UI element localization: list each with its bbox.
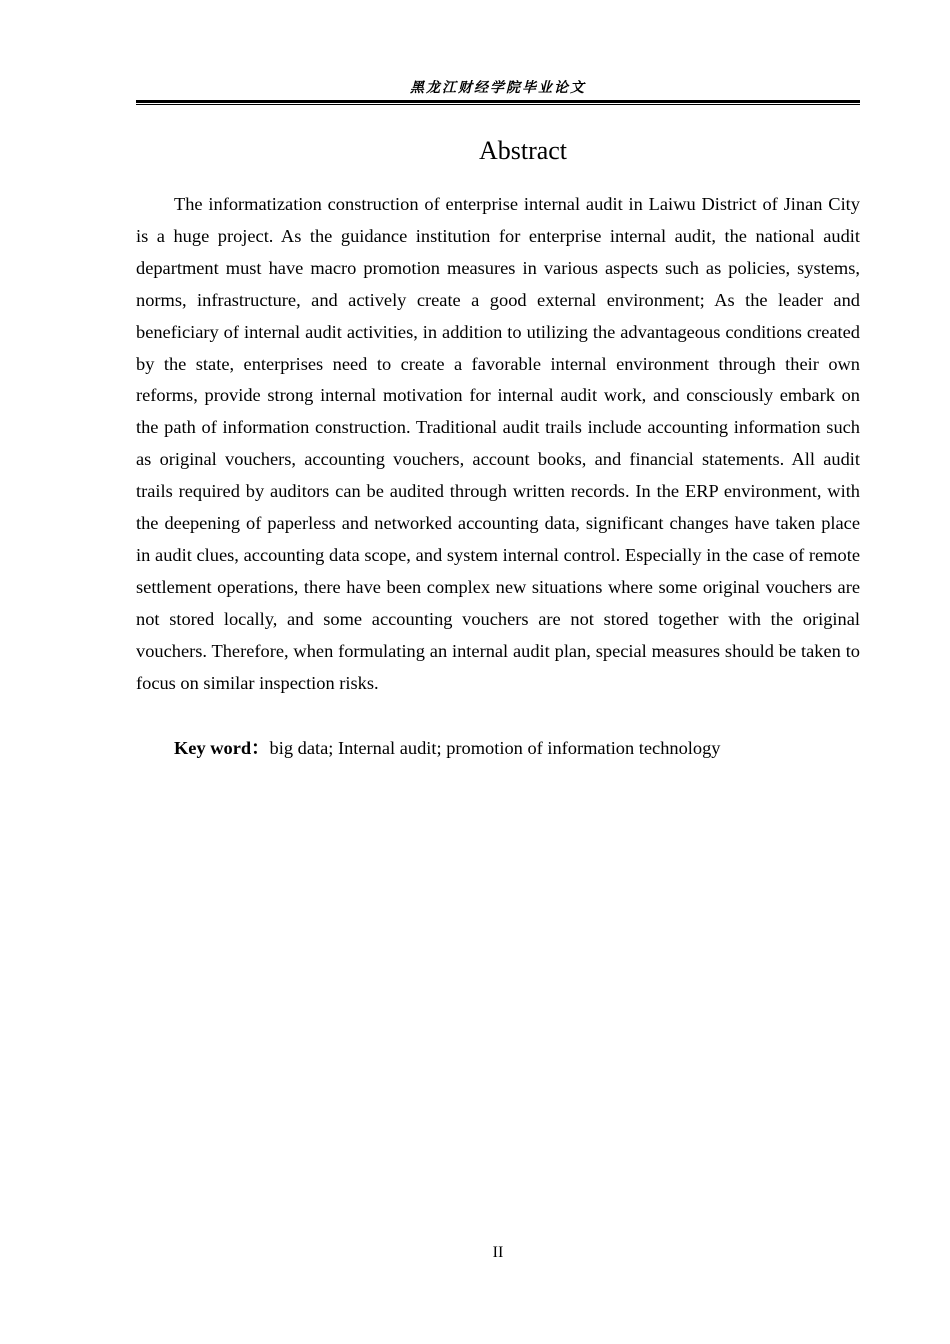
- header-double-rule: [136, 100, 860, 105]
- abstract-title: Abstract: [478, 136, 568, 165]
- abstract-paragraph: The informatization construction of enterprise internal audit in Laiwu District of Jinan City is a huge project. As the guidance institution for enterprise internal audit, the national audit department must have macro promotion measures in various aspects such as policies, systems, norms, infrastructure, and actively create a good external environment; As the leader and beneficiary of internal audit activities, in addition to utilizing the advantageous conditions created by the state, enterprises need to create a favorable internal environment through their own reforms, provide strong internal motivation for internal audit work, and consciously embark on the path of information construction. Traditional audit trails include accounting information such as original vouchers, accounting vouchers, account books, and financial statements. All audit trails required by auditors can be audited through written records. In the ERP environment, with the deepening of paperless and networked accounting data, significant changes have taken place in audit clues, accounting data scope, and system internal control. Especially in the case of remote settlement operations, there have been complex new situations where some original vouchers are not stored locally, and some accounting vouchers are not stored together with the original vouchers. Therefore, when formulating an internal audit plan, special measures should be taken to focus on similar inspection risks.: [136, 194, 860, 693]
- running-header: 黑龙江财经学院毕业论文: [410, 80, 586, 96]
- page-number: II: [492, 1244, 504, 1261]
- keywords-text: big data; Internal audit; promotion of information technology: [269, 738, 721, 758]
- keywords-line: [136, 733, 860, 763]
- keywords-label: Key word：: [174, 738, 270, 758]
